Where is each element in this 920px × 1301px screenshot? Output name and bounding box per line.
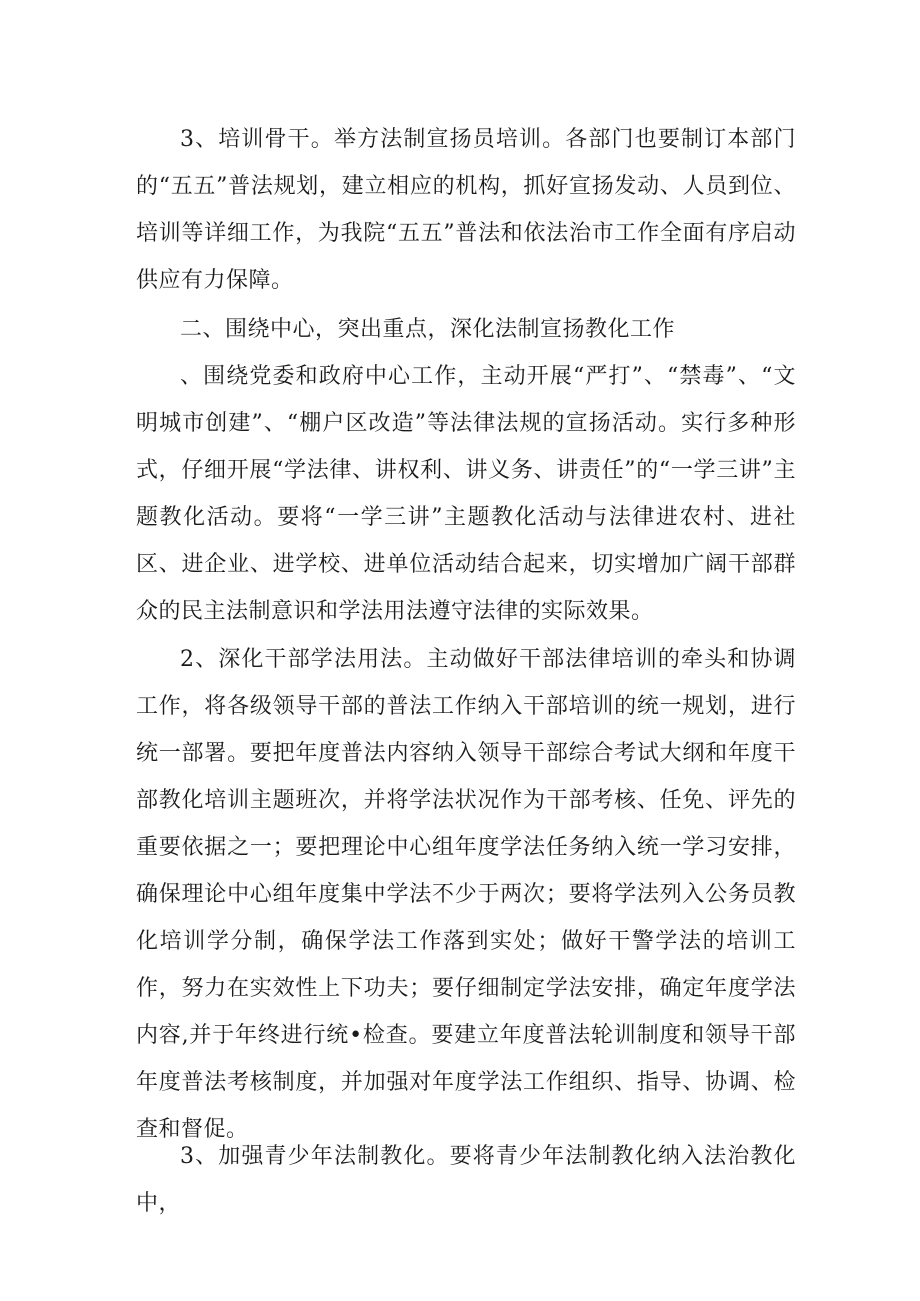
- paragraph-cadre-study: 2、深化干部学法用法。主动做好干部法律培训的牵头和协调工作，将各级领导干部的普法工作纳入干部培训的统一规划，进行统一部署。要把年度普法内容纳入领导干部综合考试大纲和年度干部教化培训主题班次，并将学法状况作为干部考核、任免、评先的重要依据之一；要把理论中心组年度学法任务纳入统一学习安排，确保理论中心组年度集中学法不少于两次；要将学法列入公务员教化培训学分制，确保学法工作落到实处；做好干警学法的培训工作，努力在实效性上下功夫；要仔细制定学法安排，确定年度学法内容,并于年终进行统•检查。要建立年度普法轮训制度和领导干部年度普法考核制度，并加强对年度学法工作组织、指导、协调、检查和督促。: [136, 647, 796, 1142]
- paragraph-youth-education: 3、加强青少年法制教化。要将青少年法制教化纳入法治教化中，: [136, 1144, 796, 1216]
- paragraph-publicity: 、围绕党委和政府中心工作，主动开展“严打”、“禁毒”、“文明城市创建”、“棚户区改造”等法律法规的宣扬活动。实行多种形式，仔细开展“学法律、讲权利、讲义务、讲责任”的“一学三讲”主题教化活动。要将“一学三讲”主题教化活动与法律进农村、进社区、进企业、进学校、进单位活动结合起来，切实增加广阔干部群众的民主法制意识和学法用法遵守法律的实际效果。: [136, 364, 796, 624]
- section-heading: 二、围绕中心，突出重点，深化法制宣扬教化工作: [180, 317, 676, 342]
- paragraph-training: 3、培训骨干。举方法制宣扬员培训。各部门也要制订本部门的“五五”普法规划，建立相应的机构，抓好宣扬发动、人员到位、培训等详细工作，为我院“五五”普法和依法治市工作全面有序启动供应有力保障。: [136, 127, 796, 293]
